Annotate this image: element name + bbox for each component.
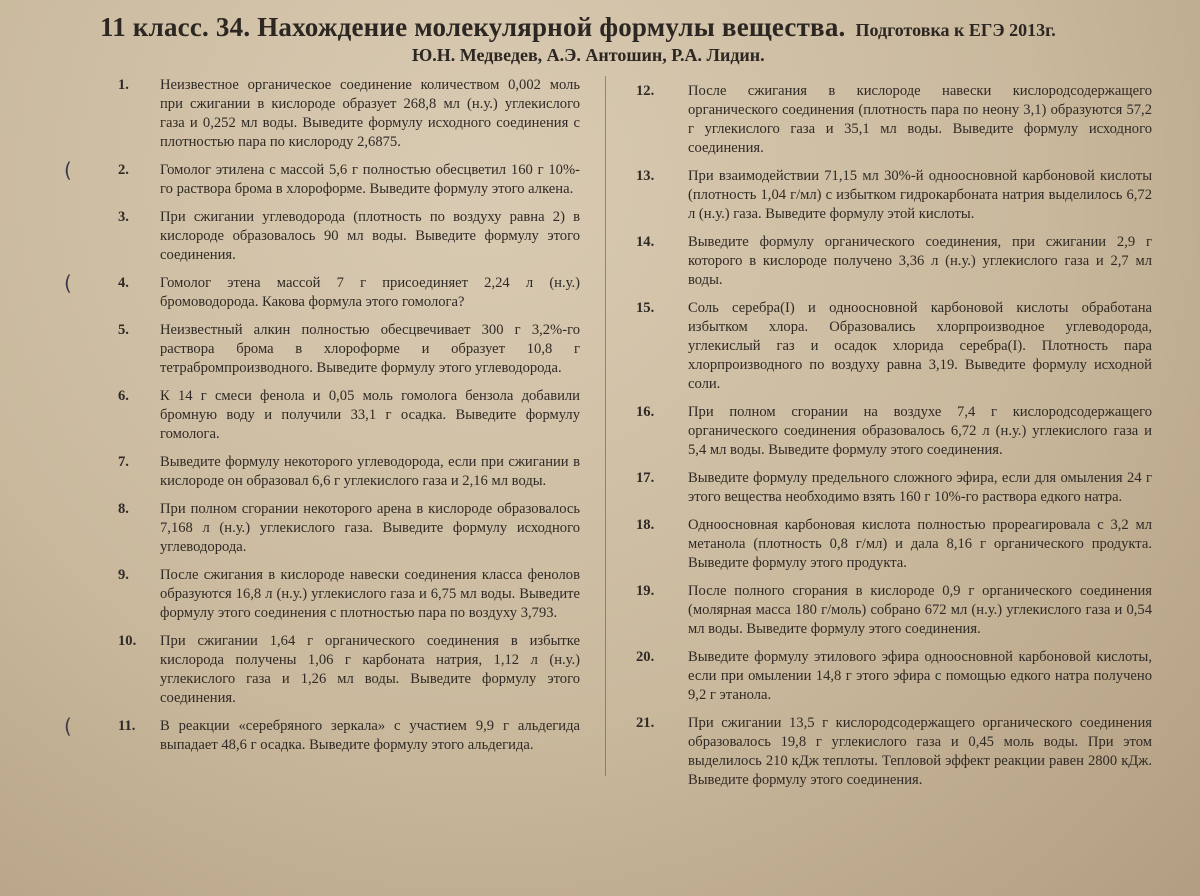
task-text: Неизвестное органическое соединение количеством 0,002 моль при сжигании в кислороде образует 268,8 мл (н.у.) углекислого газа и 0,252 мл воды. Выведите формулу исходного соединения с плотностью пара по кислороду 2,6875.	[160, 77, 580, 150]
task-number: 1.	[118, 77, 129, 93]
task-text: Выведите формулу органического соединения, при сжигании 2,9 г которого в кислороде получено 3,36 л (н.у.) углекислого газа и 2,7 мл воды.	[688, 234, 1152, 288]
task-text: Гомолог этилена с массой 5,6 г полностью обесцветил 160 г 10%-го раствора брома в хлороформе. Выведите формулу этого алкена.	[160, 162, 580, 197]
title-line	[100, 12, 1190, 43]
task-number: 12.	[636, 83, 655, 99]
task-item	[632, 648, 1152, 705]
task-text: Одноосновная карбоновая кислота полностью прореагировала с 3,2 мл метанола (плотность 0,8 г/мл) и дала 8,16 г органического продукта. Выведите формулу этого продукта.	[688, 517, 1152, 571]
task-number: 10.	[118, 633, 137, 649]
task-item	[632, 516, 1152, 573]
task-item	[632, 82, 1152, 158]
task-item	[632, 582, 1152, 639]
task-item	[70, 453, 580, 491]
task-text: После полного сгорания в кислороде 0,9 г органического соединения (молярная масса 180 г/моль) собрано 672 мл (н.у.) углекислого газа и 0,54 мл воды. Выведите формулу этого соединения.	[688, 583, 1152, 637]
task-text: При полном сгорании на воздухе 7,4 г кислородсодержащего органического соединения образовалось 6,72 л (н.у.) углекислого газа и 5,4 мл воды. Выведите формулу этого соединения.	[688, 404, 1152, 458]
task-text: Гомолог этена массой 7 г присоединяет 2,24 л (н.у.) бромоводорода. Какова формула этого гомолога?	[160, 275, 580, 310]
task-number: 11.	[118, 718, 136, 734]
task-text: Соль серебра(I) и одноосновной карбоновой кислоты обработана избытком хлора. Образовались хлорпроизводное углеводорода, углекислый газ и осадок хлорида серебра(I). Плотность пара хлорпроизводного по воздуху равна 3,19. Выведите формулу исходной соли.	[688, 300, 1152, 392]
task-item	[70, 566, 580, 623]
task-item	[70, 632, 580, 708]
task-number: 3.	[118, 209, 129, 225]
task-text: Выведите формулу некоторого углеводорода, если при сжигании в кислороде он образовал 6,6 г углекислого газа и 2,16 мл воды.	[160, 454, 580, 489]
task-item	[632, 167, 1152, 224]
task-item	[64, 271, 580, 312]
task-item	[632, 233, 1152, 290]
task-number: 2.	[118, 162, 129, 178]
task-number: 7.	[118, 454, 129, 470]
task-item	[70, 208, 580, 265]
task-item	[632, 469, 1152, 507]
task-item	[70, 76, 580, 152]
column-divider	[605, 76, 606, 776]
pencil-mark-icon: (	[64, 271, 72, 295]
task-text: Неизвестный алкин полностью обесцвечивает 300 г 3,2%-го раствора брома в хлороформе и образует 10,8 г тетрабромпроизводного. Выведите формулу этого углеводорода.	[160, 322, 580, 376]
page-subtitle: Подготовка к ЕГЭ 2013г.	[855, 20, 1056, 40]
task-text: При полном сгорании некоторого арена в кислороде образовалось 7,168 л (н.у.) углекислого газа. Выведите формулу исходного углеводорода.	[160, 501, 580, 555]
task-number: 13.	[636, 168, 655, 184]
task-text: При сжигании 13,5 г кислородсодержащего органического соединения образовалось 19,8 г углекислого газа и 0,45 моль воды. При этом выделилось 210 кДж теплоты. Тепловой эффект реакции равен 2800 кДж. Выведите формулу этого соединения.	[688, 715, 1152, 788]
task-text: При сжигании 1,64 г органического соединения в избытке кислорода получены 1,06 г карбоната натрия, 1,12 л (н.у.) углекислого газа и 1,26 мл воды. Выведите формулу этого соединения.	[160, 633, 580, 706]
task-number: 9.	[118, 567, 129, 583]
task-number: 4.	[118, 275, 129, 291]
page-header	[100, 12, 1190, 66]
task-item	[70, 387, 580, 444]
task-item	[632, 403, 1152, 460]
task-item	[64, 714, 580, 755]
task-number: 18.	[636, 517, 655, 533]
task-number: 21.	[636, 715, 655, 731]
task-text: К 14 г смеси фенола и 0,05 моль гомолога бензола добавили бромную воду и получили 33,1 г осадка. Выведите формулу гомолога.	[160, 388, 580, 442]
task-item	[64, 158, 580, 199]
task-text: Выведите формулу этилового эфира одноосновной карбоновой кислоты, если при омылении 14,8 г этого эфира с помощью едкого натра получено 9,2 г этанола.	[688, 649, 1152, 703]
page-title: 11 класс. 34. Нахождение молекулярной формулы вещества.	[100, 12, 846, 42]
task-number: 19.	[636, 583, 655, 599]
task-text: При сжигании углеводорода (плотность по воздуху равна 2) в кислороде образовалось 90 мл воды. Выведите формулу этого соединения.	[160, 209, 580, 263]
task-text: После сжигания в кислороде навески кислородсодержащего органического соединения (плотность пара по неону 3,1) образуются 57,2 г углекислого газа и 35,1 мл воды. Выведите формулу исходного соединения.	[688, 83, 1152, 156]
authors: Ю.Н. Медведев, А.Э. Антошин, Р.А. Лидин.	[412, 45, 765, 65]
pencil-mark-icon: (	[64, 158, 72, 182]
task-number: 8.	[118, 501, 129, 517]
task-text: В реакции «серебряного зеркала» с участием 9,9 г альдегида выпадает 48,6 г осадка. Выведите формулу этого альдегида.	[160, 718, 580, 753]
task-item	[70, 321, 580, 378]
tasks-right-column	[632, 82, 1152, 799]
task-item	[70, 500, 580, 557]
task-item	[632, 299, 1152, 394]
task-number: 17.	[636, 470, 655, 486]
task-number: 5.	[118, 322, 129, 338]
task-item	[632, 714, 1152, 790]
task-text: После сжигания в кислороде навески соединения класса фенолов образуются 16,8 л (н.у.) углекислого газа и 6,75 мл воды. Выведите формулу этого соединения с плотностью пара по воздуху 3,793.	[160, 567, 580, 621]
task-number: 16.	[636, 404, 655, 420]
task-text: Выведите формулу предельного сложного эфира, если для омыления 24 г этого вещества необходимо взять 160 г 10%-го раствора едкого натра.	[688, 470, 1152, 505]
task-number: 15.	[636, 300, 655, 316]
tasks-left-column	[64, 76, 580, 764]
task-number: 20.	[636, 649, 655, 665]
pencil-mark-icon: (	[64, 714, 72, 738]
task-text: При взаимодействии 71,15 мл 30%-й одноосновной карбоновой кислоты (плотность 1,04 г/мл) с избытком гидрокарбоната натрия выделилось 6,72 л (н.у.) газа. Выведите формулу этой кислоты.	[688, 168, 1152, 222]
task-number: 6.	[118, 388, 129, 404]
task-number: 14.	[636, 234, 655, 250]
